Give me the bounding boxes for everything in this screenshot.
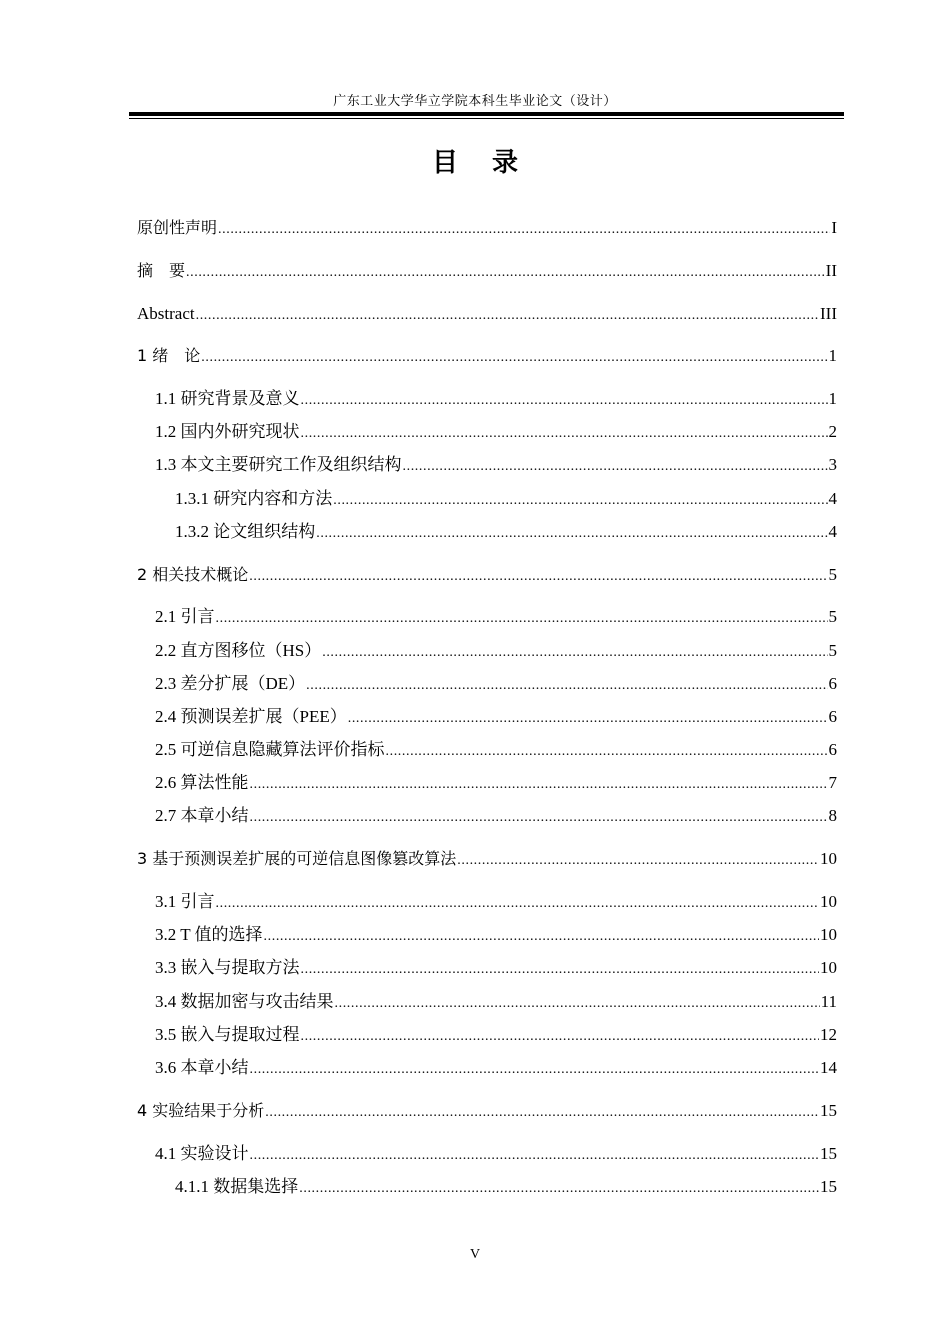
toc-entry[interactable] [155,603,837,627]
toc-entry-label: 3 基于预测误差扩展的可逆信息图像篡改算法 [137,849,457,868]
toc-entry-page: 15 [820,1177,837,1196]
toc-entry-label: 2.6 算法性能 [155,773,249,792]
toc-entry-label: 3.3 嵌入与提取方法 [155,958,300,977]
toc-entry-label: 2.5 可逆信息隐藏算法评价指标 [155,740,385,759]
toc-entry[interactable] [137,845,837,869]
toc-entry-page: 7 [828,773,837,792]
toc-entry-page: 5 [828,641,837,660]
toc-leader-dots [186,265,825,281]
toc-entry-label: 2.7 本章小结 [155,806,249,825]
toc-leader-dots [322,645,827,661]
toc-entry[interactable] [155,954,837,978]
toc-leader-dots [264,929,819,945]
toc-leader-dots [299,1181,819,1197]
toc-entry-page: 5 [828,607,837,626]
toc-leader-dots [457,853,819,869]
toc-entry-label: 原创性声明 [137,218,218,237]
toc-leader-dots [216,896,820,912]
toc-entry[interactable] [155,385,837,409]
toc-entry-label: 2.3 差分扩展（DE） [155,674,306,693]
toc-entry[interactable] [155,418,837,442]
toc-entry-label: 3.4 数据加密与攻击结果 [155,992,334,1011]
toc-entry-page: I [831,218,837,237]
toc-leader-dots [335,996,820,1012]
toc-leader-dots [301,426,828,442]
toc-leader-dots [196,308,819,324]
toc-entry-label: 3.2 T 值的选择 [155,925,263,944]
page-number: V [469,1247,481,1262]
toc-entry-page: 12 [820,1025,837,1044]
toc-entry-label: 1 绪 论 [137,346,201,365]
toc-leader-dots [301,1029,820,1045]
toc-entry-label: 1.1 研究背景及意义 [155,389,300,408]
toc-leader-dots [386,744,828,760]
toc-entry[interactable] [137,300,837,324]
toc-entry-label: 摘 要 [137,261,186,280]
toc-leader-dots [249,569,827,585]
toc-entry-label: 4.1.1 数据集选择 [175,1177,299,1196]
toc-entry[interactable] [137,214,837,238]
toc-entry-label: Abstract [137,304,195,323]
toc-entry-page: III [820,304,837,323]
toc-entry-label: 4 实验结果于分析 [137,1101,265,1120]
toc-entry-label: 4.1 实验设计 [155,1144,249,1163]
toc-entry-label: 2.1 引言 [155,607,215,626]
toc-entry-page: 11 [820,992,837,1011]
toc-entry-label: 2.2 直方图移位（HS） [155,641,322,660]
toc-entry-page: 3 [828,455,837,474]
toc-entry-page: 4 [828,522,837,541]
toc-leader-dots [333,493,827,509]
toc-entry-label: 3.5 嵌入与提取过程 [155,1025,300,1044]
toc-entry-page: 10 [820,849,837,868]
toc-entry-page: 2 [828,422,837,441]
toc-leader-dots [201,350,827,366]
toc-entry[interactable] [155,1021,837,1045]
toc-entry-label: 1.2 国内外研究现状 [155,422,300,441]
toc-entry-page: 6 [828,740,837,759]
toc-entry[interactable] [137,1097,837,1121]
toc-entry-page: 6 [828,674,837,693]
toc-entry-page: 10 [820,892,837,911]
toc-entry[interactable] [155,703,837,727]
toc-entry-label: 3.6 本章小结 [155,1058,249,1077]
toc-leader-dots [301,962,820,978]
toc-entry[interactable] [155,988,837,1012]
toc-leader-dots [216,611,828,627]
toc-entry[interactable] [155,670,837,694]
toc-leader-dots [250,777,828,793]
running-header: 广东工业大学华立学院本科生毕业论文（设计） [333,93,617,108]
toc-entry-page: 15 [820,1101,837,1120]
toc-entry-page: 4 [828,489,837,508]
toc-entry-page: 15 [820,1144,837,1163]
toc-entry[interactable] [175,1173,837,1197]
toc-leader-dots [306,678,827,694]
toc-entry-label: 3.1 引言 [155,892,215,911]
toc-entry[interactable] [155,1140,837,1164]
toc-entry-page: 5 [828,565,837,584]
toc-entry-label: 2.4 预测误差扩展（PEE） [155,707,347,726]
toc-entry[interactable] [155,888,837,912]
toc-leader-dots [250,1062,820,1078]
toc-entry[interactable] [137,257,837,281]
toc-entry-page: II [825,261,837,280]
toc-entry[interactable] [155,921,837,945]
toc-entry[interactable] [175,518,837,542]
toc-leader-dots [301,393,828,409]
toc-entry[interactable] [155,1054,837,1078]
toc-entry[interactable] [155,451,837,475]
toc-entry-page: 1 [828,389,837,408]
toc-entry-page: 10 [820,925,837,944]
toc-entry[interactable] [137,342,837,366]
toc-leader-dots [218,222,830,238]
toc-entry-page: 6 [828,707,837,726]
toc-entry-label: 1.3.1 研究内容和方法 [175,489,333,508]
toc-entry-page: 10 [820,958,837,977]
toc-leader-dots [403,459,828,475]
toc-entry-page: 8 [828,806,837,825]
toc-entry[interactable] [175,485,837,509]
toc-entry[interactable] [155,802,837,826]
toc-entry-label: 2 相关技术概论 [137,565,249,584]
page-title: 目录 [431,148,552,178]
toc-entry-page: 1 [828,346,837,365]
toc-entry[interactable] [137,561,837,585]
toc-entry[interactable] [155,769,837,793]
toc-leader-dots [316,526,827,542]
toc-entry-label: 1.3.2 论文组织结构 [175,522,316,541]
toc-entry-label: 1.3 本文主要研究工作及组织结构 [155,455,402,474]
toc-entry[interactable] [155,637,837,661]
toc-leader-dots [250,1148,820,1164]
toc-leader-dots [265,1105,819,1121]
toc-leader-dots [348,711,828,727]
toc-entry[interactable] [155,736,837,760]
toc-leader-dots [250,810,828,826]
toc-entry-page: 14 [820,1058,837,1077]
